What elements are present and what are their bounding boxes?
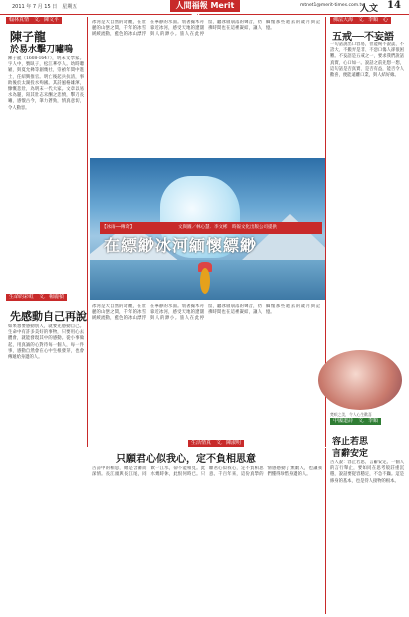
article-subtitle: 言辭安定 [332, 449, 369, 459]
page-number: 14 [387, 0, 401, 11]
column-tag: 生活情真 文．陳淑明 [188, 440, 244, 447]
column-tag: 中國道詩 文．李順 [330, 418, 381, 425]
kayak [200, 268, 210, 294]
column-tag: 翰林真情 文．陳文平 [6, 17, 62, 24]
feature-title: 在縹緲冰河緬懷縹緲 [104, 236, 258, 255]
newspaper-logo: 人間福報 Merit Times [170, 0, 240, 12]
feature-tag: 【冰雨──傳奇】 [102, 225, 135, 230]
issue-date: 2011 年 7 月 15 日 星期五 [12, 4, 78, 10]
article-title: 容止若思 [332, 437, 369, 447]
portrait-photo [318, 350, 402, 410]
feature-byline: 文與圖／林心慧．李文彬 時報文化出版公司提供 [178, 225, 277, 230]
article-body: 古詩中的相思，總是含蓄而深情。長江頭與長江尾，同飲一江水，卻不能相見。此水幾時休，此恨何時已。只願君心似我心，定不負相思意。千百年來，這份真摯的情感感動了無數人，也讓我們懂得珍惜身邊的人。 [92, 466, 322, 478]
feature-intro-text: 冰河是大自然的奇觀，在壯麗的山巒之間，千年的冰雪緩緩流動，藍色的冰山漂浮在寧靜的水面。划著獨木舟靠近冰河，感受天地的遼闊與人的渺小。旅人在此停留，聽冰層崩落的聲音，彷彿時間也在這裡凝結，讓人緬懷那些逝去的歲月與記憶。 [92, 20, 320, 38]
article-body: 如果想要感動別人，就要先感動自己。生命中有許多美好的事物，只要用心去體會，就能發現其中的感動。從小事做起，用真誠的心對待每一個人，每一件事，感動自然會在心中生根發芽，也會傳遞給身邊的人。 [8, 324, 84, 361]
feature-body: 冰河是大自然的奇觀，在壯麗的山巒之間，千年的冰雪緩緩流動，藍色的冰山漂浮在寧靜的水面。划著獨木舟靠近冰河，感受天地的遼闊與人的渺小。旅人在此停留，聽冰層崩落的聲音，彷彿時間也在這裡凝結，讓人緬懷那些逝去的歲月與記憶。 [92, 304, 320, 322]
contact-email: mtnet1@merit-times.com.tw [300, 3, 365, 8]
article-title: 只願君心似我心，定不負相思意 [116, 454, 256, 465]
column-tag: 佛法大海 文．李順 心 [330, 17, 391, 24]
article-title: 五戒──不妄語 [332, 32, 395, 43]
column-divider [325, 448, 326, 614]
column-divider [87, 17, 88, 447]
article-body: 一句話說出口容易，但能夠不說謊、不誇大、不搬弄是非、不惡口傷人卻很困難。不妄語是五戒之一，要求我們說話真實，心口如一。說話之前先想一想，這句話是否真實、是否有益，能否令人歡喜，便能遠離口業，與人結好緣。 [330, 42, 404, 79]
photo-caption: 梵唄之美，令人心生歡喜 [330, 412, 372, 417]
column-tag: 生命的彩虹 文．楊麗楨 [6, 294, 67, 301]
article-title: 陳子龍 [10, 30, 47, 44]
article-body: 古人說：容止若思，言辭安定。一個人的言行舉止，要如同在思考般莊重沉穩，說話要從容穩定，不急不躁。這是修身的基本，也是待人接物的根本。 [330, 460, 404, 484]
section-name: 人文 [360, 4, 379, 14]
article-body: 陳子龍（1608-1647），明末文學家。字人中，號臥子，松江華亭人。幼時聰穎，與夏允彝等創幾社，崇禎年間中進士，任紹興推官。明亡後起兵抗清，事敗後於太湖投水殉國。其詩風格雄渾，慷慨悲壯，為明末一代大家。文章以易水為題，寫其壯志未酬之悲憤，擊刀長嘯，感懷古今，筆力蒼勁，情真意切，令人動容。 [8, 56, 84, 111]
article-subtitle: 於易水擊刀嘯嗚 [10, 45, 74, 55]
article-title: 先感動自己再說 [10, 310, 87, 323]
